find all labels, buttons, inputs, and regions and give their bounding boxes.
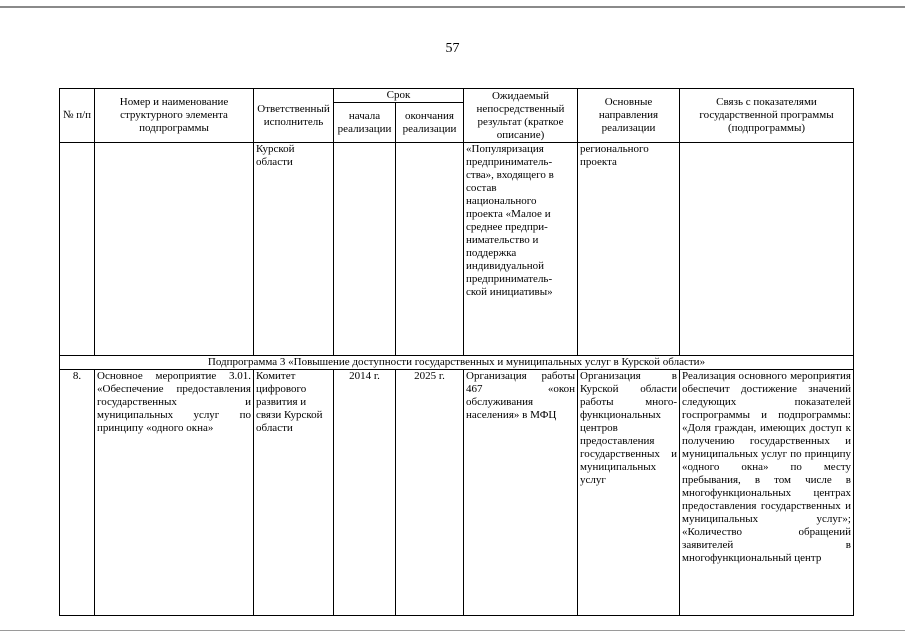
table-row-8	[60, 370, 854, 616]
header-directions: Основные направления реализации	[578, 89, 680, 143]
cell-start	[334, 143, 396, 356]
scan-edge-bottom	[0, 630, 905, 631]
cell-directions: регионального проекта	[578, 143, 680, 356]
cell-name: Основное мероприятие 3.01. «Обеспечение предоставления государственных и муниципальных услуг по принципу «одного окна»	[95, 370, 254, 616]
header-result: Ожидаемый непосредственный результат (краткое описание)	[464, 89, 578, 143]
header-no: № п/п	[60, 89, 95, 143]
header-responsible: Ответственный исполнитель	[254, 89, 334, 143]
cell-responsible: Комитет цифрового развития и связи Курской области	[254, 370, 334, 616]
cell-directions: Организация в Курской области работы много-функциональных центров предоставления государственных и муниципальных услуг	[578, 370, 680, 616]
table-row-subprogram	[60, 356, 854, 370]
cell-end	[396, 143, 464, 356]
page-number: 57	[445, 41, 460, 56]
cell-link	[680, 143, 854, 356]
header-start: начала реализации	[334, 103, 396, 143]
header-term: Срок	[334, 89, 464, 103]
header-link: Связь с показателями государственной программы (подпрограммы)	[680, 89, 854, 143]
cell-result: «Популяризация предприниматель- ства», входящего в состав национального проекта «Малое и среднее предпри- нимательство и поддержка индивидуальной предприниматель- ской инициативы»	[464, 143, 578, 356]
table-row-continuation	[60, 143, 854, 356]
scan-edge-top	[0, 6, 905, 8]
cell-no: 8.	[60, 370, 95, 616]
header-end: окончания реализации	[396, 103, 464, 143]
cell-start: 2014 г.	[334, 370, 396, 616]
cell-name	[95, 143, 254, 356]
cell-link: Реализация основного мероприятия обеспечит достижение значений следующих показателей госпрограммы и подпрограммы: «Доля граждан, имеющих доступ к получению государственных и муниципальных услуг по принципу «одного окна» по месту пребывания, в том числе в многофункциональных центрах предоставления государственных и муниципальных услуг»; «Количество обращений заявителей в многофункциональный центр	[680, 370, 854, 616]
cell-end: 2025 г.	[396, 370, 464, 616]
header-name: Номер и наименование структурного элемента подпрограммы	[95, 89, 254, 143]
program-table	[59, 88, 854, 616]
cell-responsible: Курской области	[254, 143, 334, 356]
cell-no	[60, 143, 95, 356]
subprogram-title: Подпрограмма 3 «Повышение доступности государственных и муниципальных услуг в Курской области»	[60, 356, 854, 370]
cell-result: Организация работы 467 «окон обслуживания населения» в МФЦ	[464, 370, 578, 616]
